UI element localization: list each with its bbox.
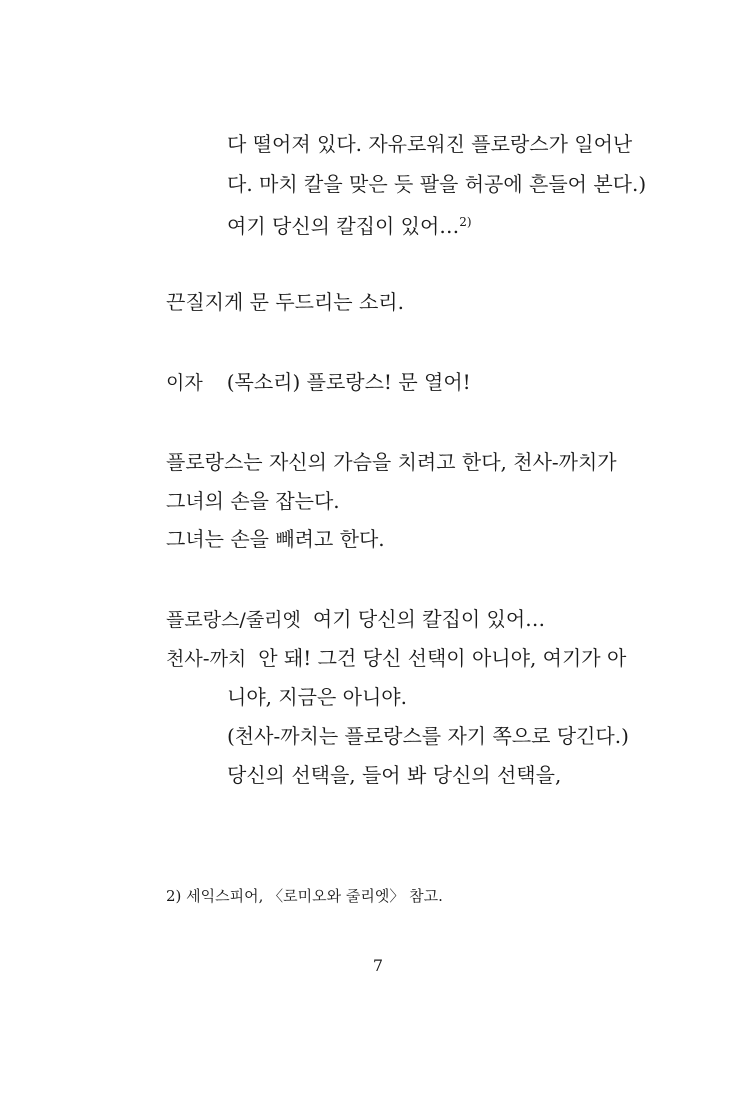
footnote-reference: 2)	[459, 215, 472, 229]
stage-direction-line: 그녀의 손을 잡는다.	[166, 489, 340, 513]
stage-direction-line: (천사-까치는 플로랑스를 자기 쪽으로 당긴다.)	[227, 724, 629, 748]
stage-direction-line: 플로랑스는 자신의 가슴을 치려고 한다, 천사-까치가	[166, 450, 617, 474]
dialogue-line: 니야, 지금은 아니야.	[227, 685, 407, 709]
stage-direction-line: 끈질지게 문 두드리는 소리.	[166, 290, 404, 314]
speaker-name: 이자	[166, 372, 203, 394]
stage-direction-line: 다. 마치 칼을 맞은 듯 팔을 허공에 흔들어 본다.)	[227, 172, 647, 196]
page-number: 7	[372, 956, 384, 975]
dialogue-text: 여기 당신의 칼집이 있어…	[312, 607, 546, 631]
dialogue-line: 당신의 선택을, 들어 봐 당신의 선택을,	[227, 763, 562, 787]
stage-direction-line: 그녀는 손을 빼려고 한다.	[166, 527, 385, 551]
dialogue-text: 여기 당신의 칼집이 있어…	[227, 214, 460, 238]
dialogue-line	[166, 369, 471, 396]
dialogue-text: 안 돼! 그건 당신 선택이 아니야, 여기가 아	[258, 646, 627, 670]
footnote: 2) 세익스피어, 〈로미오와 줄리엣〉 참고.	[166, 887, 443, 905]
speaker-name: 플로랑스/줄리엣	[166, 609, 301, 631]
dialogue-line	[227, 209, 472, 239]
dialogue-text: (목소리) 플로랑스! 문 열어!	[226, 370, 471, 394]
speaker-name: 천사-까치	[166, 648, 247, 670]
dialogue-line	[166, 606, 545, 633]
dialogue-line	[166, 645, 626, 672]
stage-direction-line: 다 떨어져 있다. 자유로워진 플로랑스가 일어난	[227, 132, 633, 156]
